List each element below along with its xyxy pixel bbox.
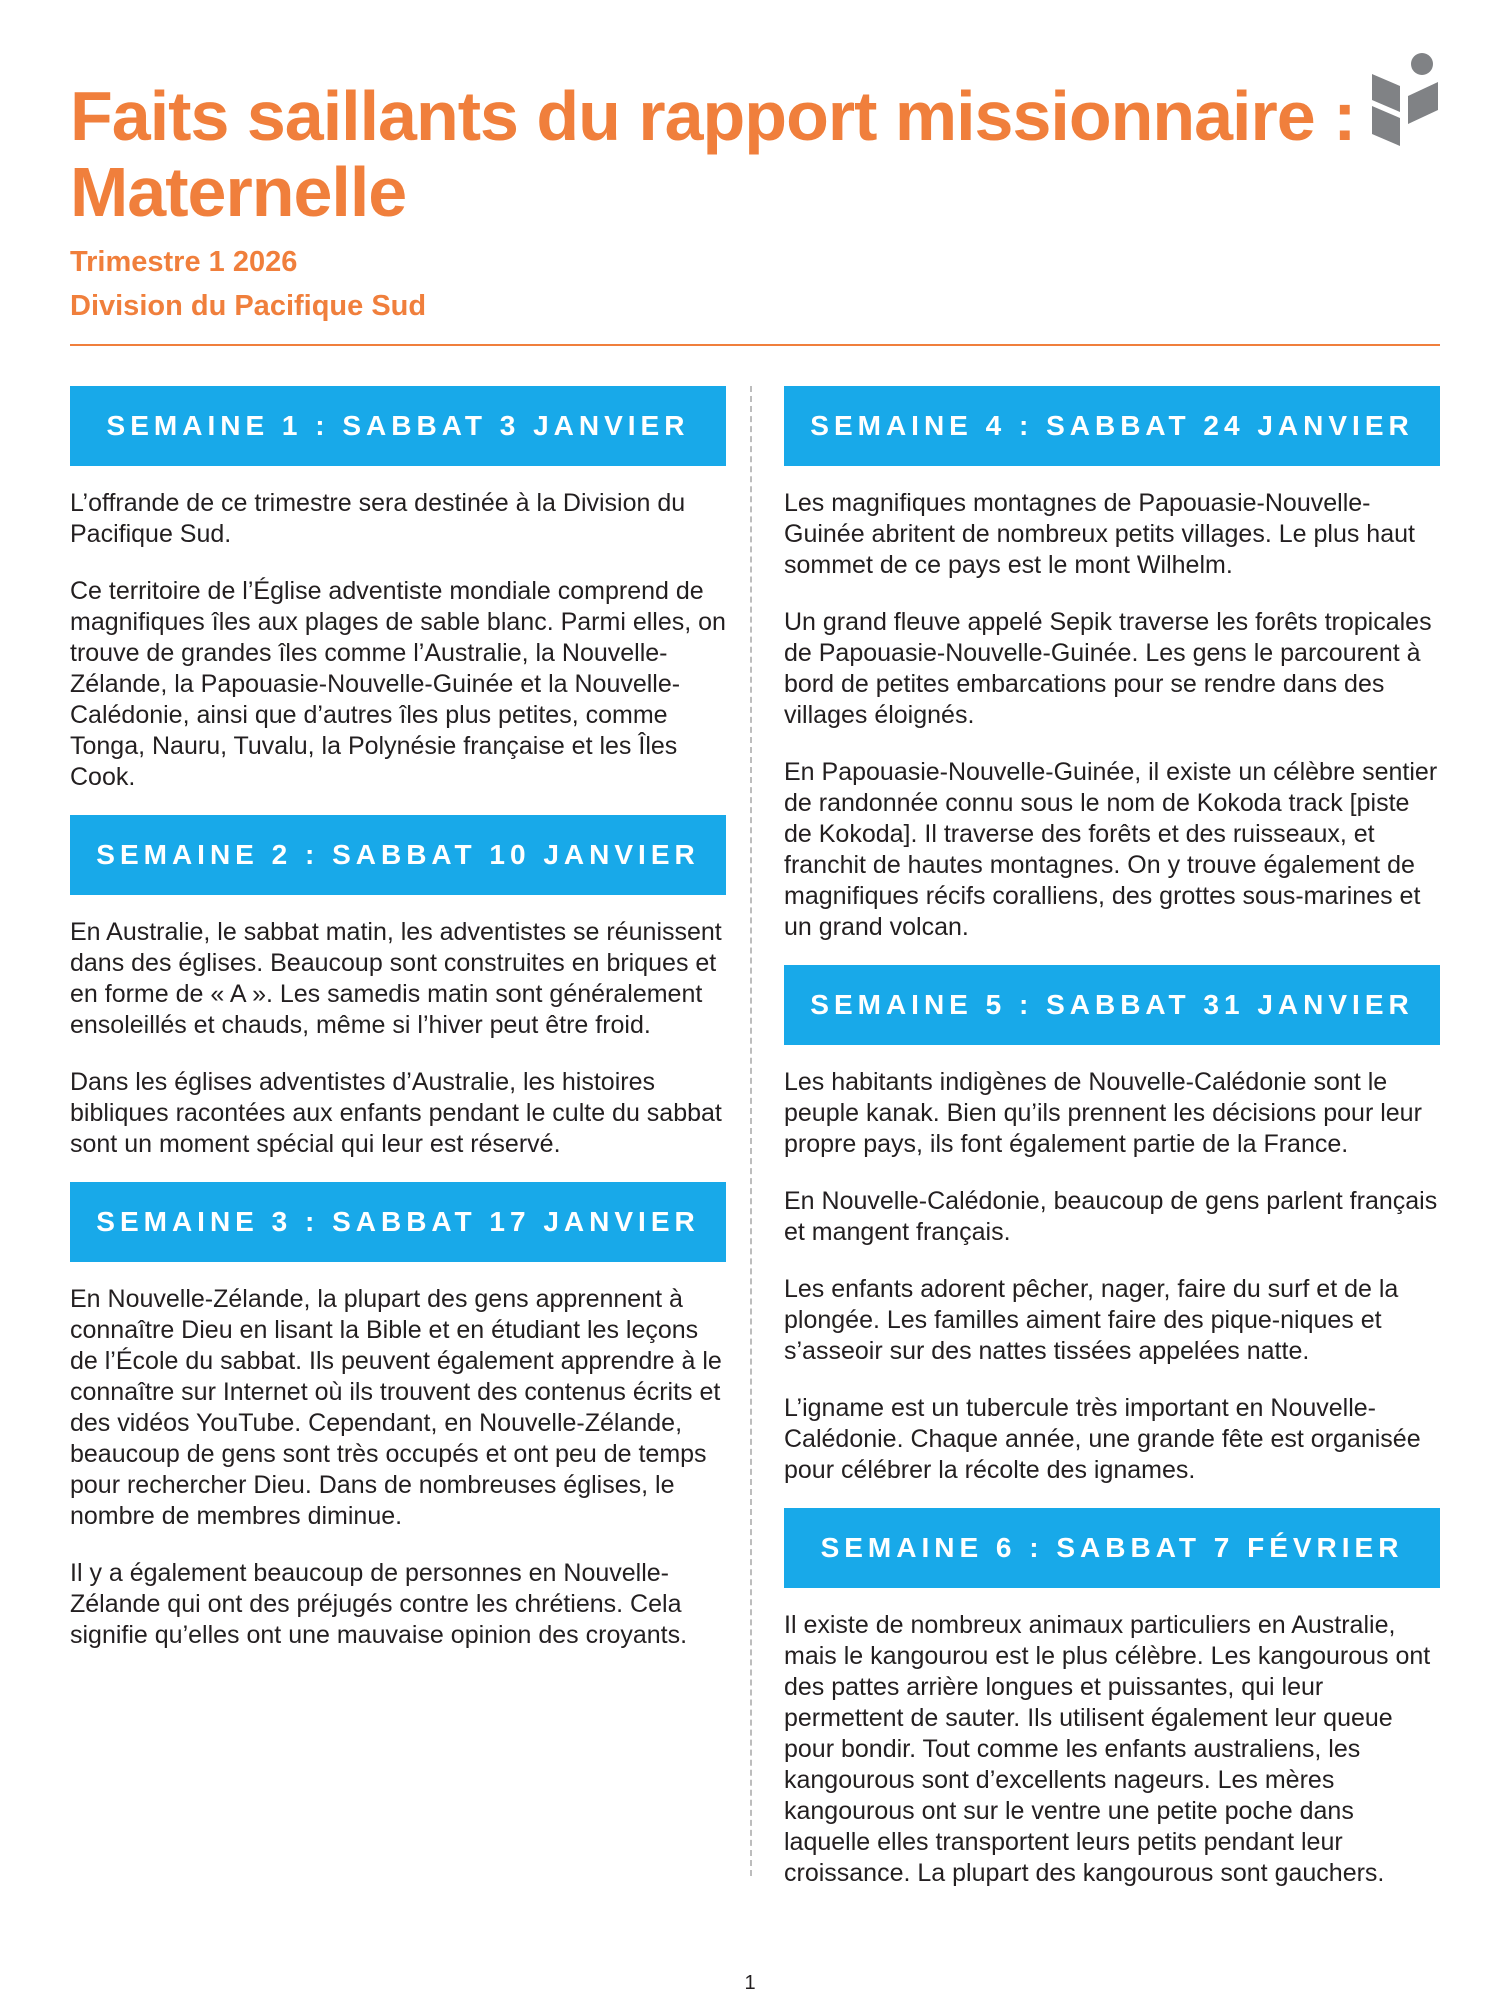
week-3-paragraph: En Nouvelle-Zélande, la plupart des gens apprennent à connaître Dieu en lisant la Bible et en étudiant les leçons de l’École du sabbat. Ils peuvent également apprendre à le connaître sur Internet où ils trouvent des contenus écrits et des vidéos YouTube. Cependant, en Nouvelle-Zélande, beaucoup de gens sont très occupés et ont peu de temps pour rechercher Dieu. Dans de nombreuses églises, le nombre de membres diminue. [70, 1285, 722, 1530]
week-5-paragraph: Les habitants indigènes de Nouvelle-Calédonie sont le peuple kanak. Bien qu’ils prennent les décisions pour leur propre pays, ils font également partie de la France. [784, 1068, 1422, 1158]
week-5-section [784, 965, 1440, 1486]
left-column [70, 386, 726, 1673]
week-2-paragraph: En Australie, le sabbat matin, les adventistes se réunissent dans des églises. Beaucoup sont construites en briques et en forme de « A ». Les samedis matin sont généralement ensoleillés et chauds, même si l’hiver peut être froid. [70, 918, 722, 1039]
week-4-heading: SEMAINE 4 : SABBAT 24 JANVIER [784, 386, 1440, 466]
week-4-paragraph: Les magnifiques montagnes de Papouasie-Nouvelle-Guinée abritent de nombreux petits villages. Le plus haut sommet de ce pays est le mont Wilhelm. [784, 489, 1415, 579]
title-line-1: Faits saillants du rapport missionnaire : [70, 77, 1356, 155]
column-divider [750, 386, 752, 1876]
week-3-paragraph: Il y a également beaucoup de personnes en Nouvelle-Zélande qui ont des préjugés contre les chrétiens. Cela signifie qu’elles ont une mauvaise opinion des croyants. [70, 1559, 688, 1649]
week-6-paragraph: Il existe de nombreux animaux particuliers en Australie, mais le kangourou est le plus célèbre. Les kangourous ont des pattes arrière longues et puissantes, qui leur permettent de sauter. Ils utilisent également leur queue pour bondir. Tout comme les enfants australiens, les kangourous sont d’excellents nageurs. Les mères kangourous ont sur le ventre une petite poche dans laquelle elles transportent leurs petits pendant leur croissance. La plupart des kangourous sont gauchers. [784, 1611, 1431, 1887]
week-2-section [70, 815, 726, 1160]
week-1-heading: SEMAINE 1 : SABBAT 3 JANVIER [70, 386, 726, 466]
week-5-paragraph: Les enfants adorent pêcher, nager, faire du surf et de la plongée. Les familles aiment faire des pique-niques et s’asseoir sur des nattes tissées appelées natte. [784, 1275, 1399, 1365]
week-3-heading: SEMAINE 3 : SABBAT 17 JANVIER [70, 1182, 726, 1262]
week-3-section [70, 1182, 726, 1651]
week-6-section [784, 1508, 1440, 1889]
division-label: Division du Pacifique Sud [70, 290, 427, 322]
week-4-paragraph: Un grand fleuve appelé Sepik traverse les forêts tropicales de Papouasie-Nouvelle-Guinée. Les gens le parcourent à bord de petites embarcations pour se rendre dans des villages éloignés. [784, 608, 1432, 729]
week-5-paragraph: En Nouvelle-Calédonie, beaucoup de gens parlent français et mangent français. [784, 1187, 1438, 1246]
week-2-paragraph: Dans les églises adventistes d’Australie, les histoires bibliques racontées aux enfants pendant le culte du sabbat sont un moment spécial qui leur est réservé. [70, 1068, 722, 1158]
header-divider [70, 344, 1440, 346]
week-5-paragraph: L’igname est un tubercule très important en Nouvelle-Calédonie. Chaque année, une grande fête est organisée pour célébrer la récolte des ignames. [784, 1394, 1421, 1484]
week-5-heading: SEMAINE 5 : SABBAT 31 JANVIER [784, 965, 1440, 1045]
adventist-flame-logo-icon [1370, 52, 1440, 152]
right-column [784, 386, 1440, 1911]
week-1-section [70, 386, 726, 793]
title-line-2: Maternelle [70, 153, 407, 231]
week-1-paragraph: Ce territoire de l’Église adventiste mondiale comprend de magnifiques îles aux plages de sable blanc. Parmi elles, on trouve de grandes îles comme l’Australie, la Nouvelle-Zélande, la Papouasie-Nouvelle-Guinée et la Nouvelle-Calédonie, ainsi que d’autres îles plus petites, comme Tonga, Nauru, Tuvalu, la Polynésie française et les Îles Cook. [70, 577, 726, 791]
week-4-section [784, 386, 1440, 943]
quarter-label: Trimestre 1 2026 [70, 246, 298, 278]
week-6-heading: SEMAINE 6 : SABBAT 7 FÉVRIER [784, 1508, 1440, 1588]
week-4-paragraph: En Papouasie-Nouvelle-Guinée, il existe un célèbre sentier de randonnée connu sous le nom de Kokoda track [piste de Kokoda]. Il traverse des forêts et des ruisseaux, et franchit de hautes montagnes. On y trouve également de magnifiques récifs coralliens, des grottes sous-marines et un grand volcan. [784, 758, 1438, 941]
page-number: 1 [744, 1972, 756, 1994]
week-1-paragraph: L’offrande de ce trimestre sera destinée à la Division du Pacifique Sud. [70, 489, 686, 548]
page-title [70, 78, 1370, 230]
week-2-heading: SEMAINE 2 : SABBAT 10 JANVIER [70, 815, 726, 895]
